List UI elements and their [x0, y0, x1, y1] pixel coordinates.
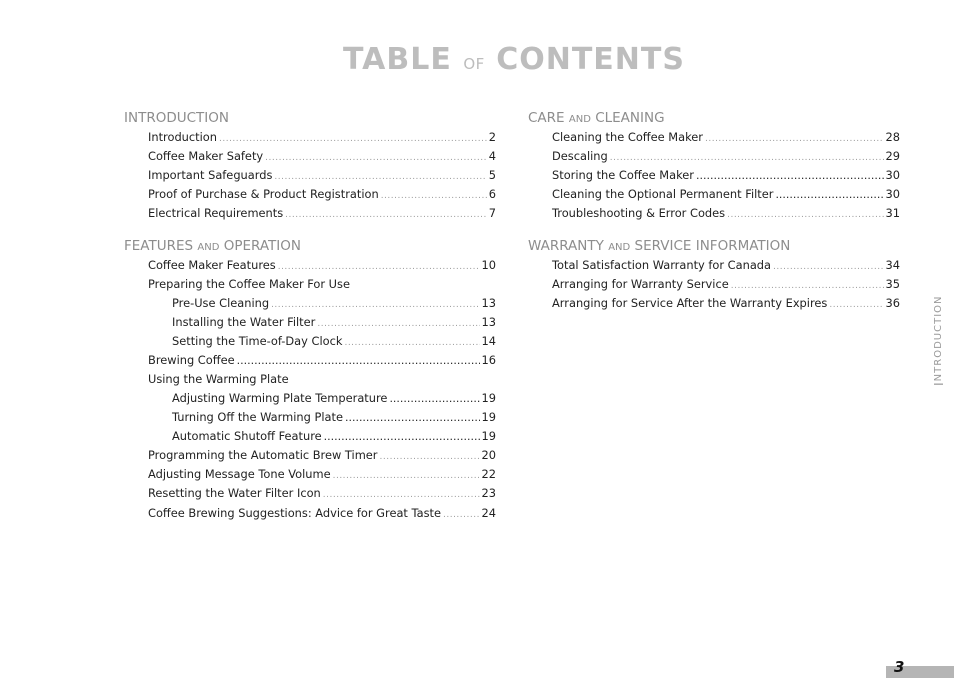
toc-entry-label: Cleaning the Optional Permanent Filter — [552, 187, 774, 201]
title-part-table: TABLE — [343, 42, 452, 77]
toc-entry[interactable] — [124, 351, 496, 370]
toc-entry-label: Programming the Automatic Brew Timer — [148, 448, 378, 462]
toc-entry-page: 20 — [481, 448, 496, 462]
toc-entry-page: 28 — [885, 130, 900, 144]
toc-entry[interactable] — [528, 294, 900, 313]
toc-entry-page: 19 — [481, 410, 496, 424]
leader-dots — [829, 296, 883, 315]
toc-subentry[interactable] — [124, 389, 496, 408]
toc-entry-page: 29 — [885, 149, 900, 163]
title-part-contents: CONTENTS — [496, 42, 685, 77]
toc-entry-label: Troubleshooting & Error Codes — [552, 206, 726, 220]
leader-dots — [443, 506, 480, 525]
section-head-word: WARRANTY — [528, 238, 604, 254]
toc-entry-page: 19 — [481, 391, 496, 405]
side-tab-rest: NTRODUCTION — [933, 295, 944, 382]
title-part-of: OF — [463, 55, 485, 73]
toc-subentry[interactable] — [124, 294, 496, 313]
toc-right-column — [528, 108, 900, 313]
toc-entry-label: Electrical Requirements — [148, 206, 284, 220]
section-head-care — [528, 108, 900, 128]
toc-entry[interactable] — [528, 204, 900, 223]
toc-entry[interactable] — [124, 446, 496, 465]
toc-entry-label: Adjusting Message Tone Volume — [148, 467, 331, 481]
toc-entry-page: 30 — [885, 187, 900, 201]
toc-entry-page: 13 — [481, 315, 496, 329]
toc-entry-page: 16 — [481, 353, 496, 367]
toc-entry-label: Turning Off the Warming Plate — [172, 410, 343, 424]
section-head-word: OPERATION — [223, 238, 301, 254]
toc-entry-page: 10 — [481, 258, 496, 272]
toc-entry-label: Pre-Use Cleaning — [172, 296, 270, 310]
toc-entry[interactable] — [528, 185, 900, 204]
toc-entry-page: 6 — [488, 187, 496, 201]
section-head-word: FEATURES — [124, 238, 194, 254]
toc-entry[interactable] — [124, 504, 496, 523]
section-head-introduction: INTRODUCTION — [124, 110, 229, 126]
toc-entry-label: Installing the Water Filter — [172, 315, 316, 329]
leader-dots — [265, 149, 487, 168]
section-head-features — [124, 236, 496, 256]
toc-entry-page: 22 — [481, 467, 496, 481]
toc-entry[interactable] — [528, 256, 900, 275]
toc-entry-label: Descaling — [552, 149, 608, 163]
toc-entry-label: Cleaning the Coffee Maker — [552, 130, 703, 144]
toc-entry-label: Coffee Maker Safety — [148, 149, 264, 163]
toc-entry-label: Coffee Maker Features — [148, 258, 276, 272]
side-tab-cap: I — [931, 381, 946, 386]
toc-entry-label: Setting the Time-of-Day Clock — [172, 334, 343, 348]
toc-entry-page: 14 — [481, 334, 496, 348]
leader-dots — [380, 448, 480, 467]
toc-entry[interactable] — [124, 370, 496, 389]
toc-left-column — [124, 108, 496, 523]
toc-entry-label: Important Safeguards — [148, 168, 273, 182]
toc-entry-label: Proof of Purchase & Product Registration — [148, 187, 379, 201]
toc-entry-label: Introduction — [148, 130, 217, 144]
toc-entry[interactable] — [528, 147, 900, 166]
toc-entry-label: Arranging for Service After the Warranty Expires — [552, 296, 828, 310]
toc-subentry[interactable] — [124, 332, 496, 351]
toc-entry-label: Storing the Coffee Maker — [552, 168, 694, 182]
leader-dots — [773, 258, 883, 277]
leader-dots — [696, 166, 884, 185]
toc-entry[interactable] — [124, 256, 496, 275]
toc-entry-page: 24 — [481, 506, 496, 520]
section-head-word: SERVICE INFORMATION — [634, 238, 791, 254]
leader-dots — [323, 486, 480, 505]
leader-dots — [705, 130, 884, 149]
toc-entry[interactable] — [124, 484, 496, 503]
toc-entry-label: Brewing Coffee — [148, 353, 235, 367]
toc-entry[interactable] — [124, 128, 496, 147]
toc-entry-label: Using the Warming Plate — [148, 372, 289, 386]
section-head-warranty — [528, 236, 900, 256]
toc-entry-page: 4 — [488, 149, 496, 163]
toc-subentry[interactable] — [124, 313, 496, 332]
toc-entry-page: 30 — [885, 168, 900, 182]
leader-dots — [237, 351, 480, 370]
toc-entry-page: 34 — [885, 258, 900, 272]
toc-entry-page: 7 — [488, 206, 496, 220]
leader-dots — [345, 408, 480, 427]
toc-entry-label: Resetting the Water Filter Icon — [148, 486, 321, 500]
side-tab-introduction — [931, 295, 947, 386]
toc-entry[interactable] — [528, 166, 900, 185]
toc-entry-label: Arranging for Warranty Service — [552, 277, 729, 291]
leader-dots — [333, 467, 480, 486]
toc-entry-label: Coffee Brewing Suggestions: Advice for Great Taste — [148, 506, 441, 520]
toc-entry-page: 31 — [885, 206, 900, 220]
leader-dots — [775, 185, 883, 204]
section-head-word: CARE — [528, 110, 565, 126]
toc-entry[interactable] — [528, 128, 900, 147]
toc-entry-page: 2 — [488, 130, 496, 144]
leader-dots — [727, 206, 883, 225]
toc-entry[interactable] — [124, 185, 496, 204]
section-head-word: AND — [197, 242, 220, 253]
toc-subentry[interactable] — [124, 408, 496, 427]
leader-dots — [381, 187, 487, 206]
toc-entry-page: 23 — [481, 486, 496, 500]
toc-entry-page: 19 — [481, 429, 496, 443]
toc-entry[interactable] — [124, 465, 496, 484]
toc-entry[interactable] — [124, 275, 496, 294]
toc-entry-page: 35 — [885, 277, 900, 291]
leader-dots — [285, 206, 487, 225]
toc-entry-page: 5 — [488, 168, 496, 182]
toc-entry[interactable] — [124, 166, 496, 185]
toc-entry-label: Total Satisfaction Warranty for Canada — [552, 258, 772, 272]
leader-dots — [324, 427, 480, 446]
toc-entry[interactable] — [124, 204, 496, 223]
toc-entry[interactable] — [528, 275, 900, 294]
page-number: 3 — [894, 658, 905, 676]
section-head-word: AND — [608, 242, 631, 253]
section-head-word: AND — [568, 114, 591, 125]
toc-subentry[interactable] — [124, 427, 496, 446]
toc-entry-page: 13 — [481, 296, 496, 310]
toc-entry-label: Adjusting Warming Plate Temperature — [172, 391, 388, 405]
toc-entry-label: Preparing the Coffee Maker For Use — [148, 277, 350, 291]
toc-entry-label: Automatic Shutoff Feature — [172, 429, 322, 443]
section-head-word: CLEANING — [595, 110, 665, 126]
toc-entry-page: 36 — [885, 296, 900, 310]
page-title — [0, 42, 954, 77]
leader-dots — [389, 389, 479, 408]
toc-entry[interactable] — [124, 147, 496, 166]
